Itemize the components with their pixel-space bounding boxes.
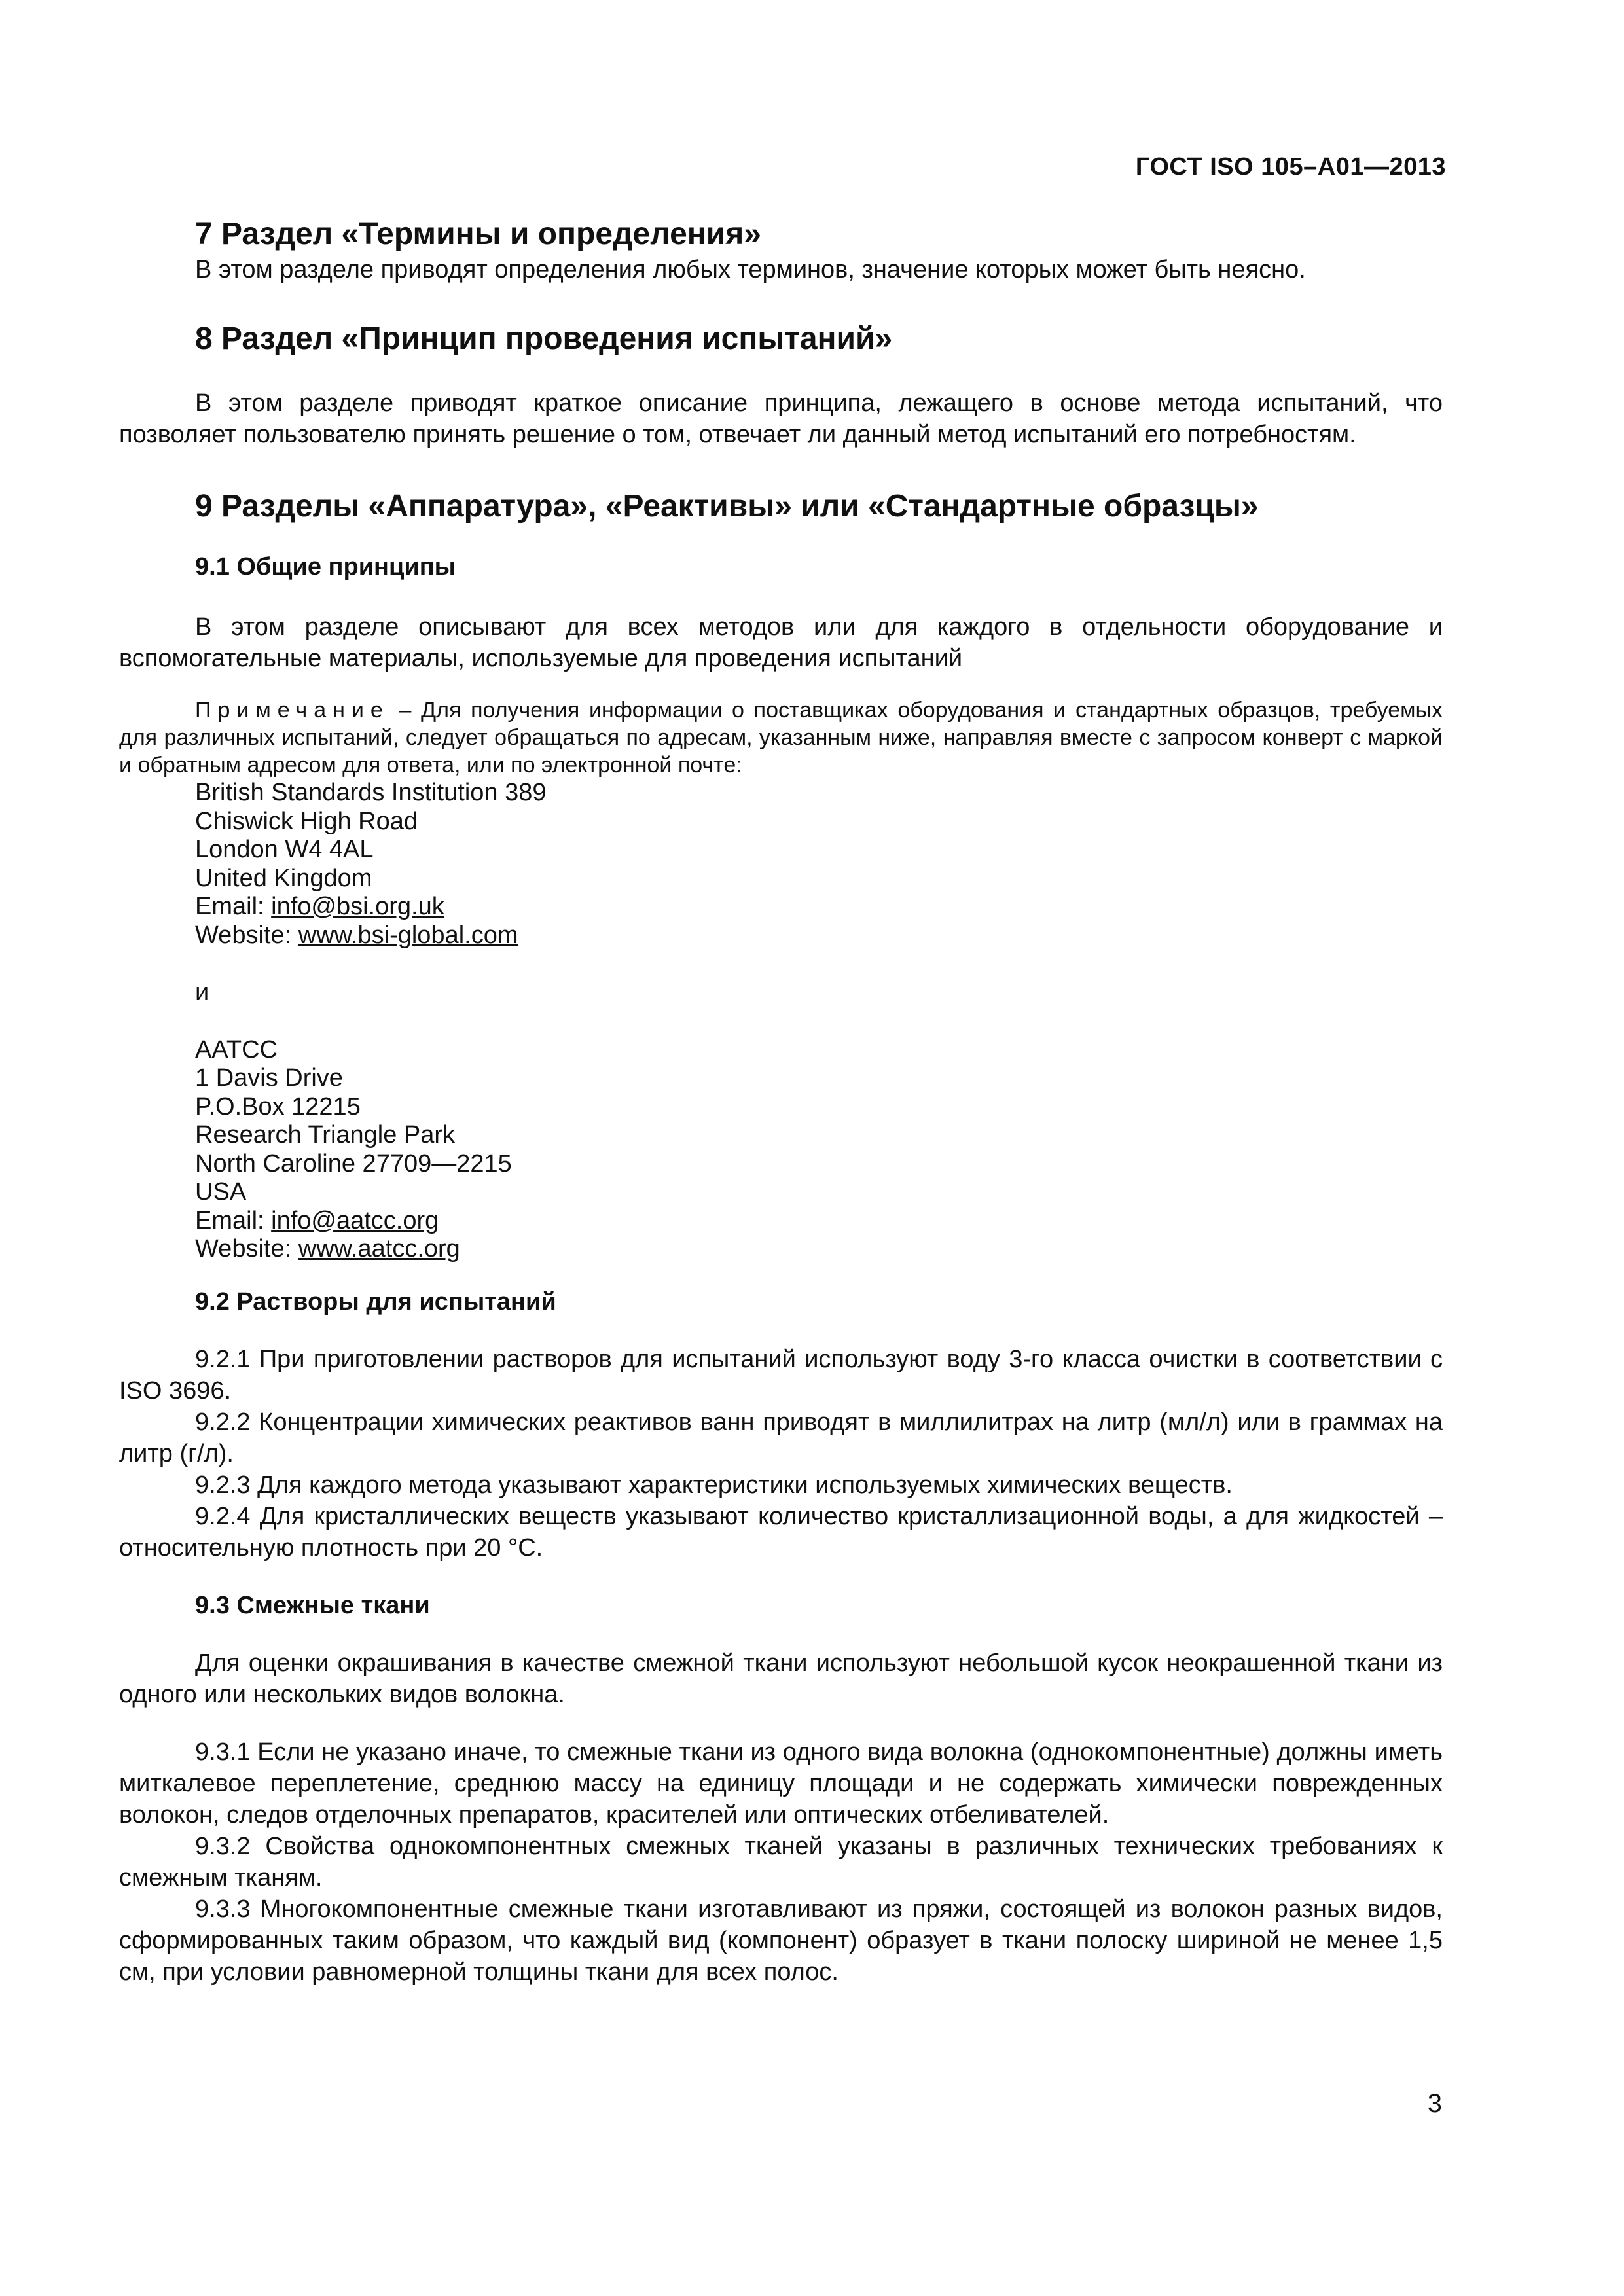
address-bsi: [119, 779, 1443, 1264]
section-9-2-2: 9.2.2 Концентрации химических реактивов ванн приводят в миллилитрах на литр (мл/л) или в граммах на литр (г/л).: [119, 1408, 1443, 1467]
aatcc-email-line: [195, 1207, 1443, 1236]
bsi-line-3: London W4 4AL: [195, 836, 374, 863]
section-9-2-1: 9.2.1 При приготовлении растворов для испытаний используют воду 3-го класса очистки в соответствии с ISO 3696.: [119, 1345, 1443, 1405]
section-9-1-text: В этом разделе описывают для всех методов или для каждого в отдельности оборудование и вспомогательные материалы, используемые для проведения испытаний: [119, 613, 1443, 672]
address-separator: и: [195, 978, 209, 1006]
aatcc-website-link[interactable]: www.aatcc.org: [298, 1235, 460, 1263]
bsi-email-line: [195, 893, 1443, 922]
note-text: – Для получения информации о поставщиках оборудования и стандартных образцов, требуемых для различных испытаний, следует обращаться по адресам, указанным ниже, направляя вместе с запросом конверт с маркой и обратным адресом для ответа, или по электронной почте:: [119, 698, 1443, 778]
section-9-3-title: 9.3 Смежные ткани: [195, 1591, 430, 1619]
aatcc-email-label: Email:: [195, 1206, 272, 1234]
aatcc-line-1: AATCC: [195, 1035, 278, 1064]
section-9-1-title: 9.1 Общие принципы: [195, 553, 456, 581]
standard-header: ГОСТ ISO 105–A01—2013: [1135, 153, 1446, 181]
aatcc-line-6: USA: [195, 1178, 247, 1206]
aatcc-website-label: Website:: [195, 1235, 298, 1263]
bsi-website-line: [195, 922, 1443, 950]
section-8-text: В этом разделе приводят краткое описание принципа, лежащего в основе метода испытаний, что позволяет пользователю принять решение о том, отвечает ли данный метод испытаний его потребностям.: [119, 389, 1443, 448]
section-9-2-4: 9.2.4 Для кристаллических веществ указывают количество кристаллизационной воды, а для жидкостей – относительную плотность при 20 °С.: [119, 1502, 1443, 1562]
bsi-website-label: Website:: [195, 921, 298, 949]
aatcc-line-2: 1 Davis Drive: [195, 1064, 343, 1092]
aatcc-line-4: Research Triangle Park: [195, 1121, 456, 1149]
section-9-title: 9 Разделы «Аппаратура», «Реактивы» или «Стандартные образцы»: [195, 489, 1259, 524]
aatcc-email-link[interactable]: info@aatcc.org: [271, 1206, 439, 1234]
bsi-line-2: Chiswick High Road: [195, 807, 418, 835]
section-9-3-3: 9.3.3 Многокомпонентные смежные ткани изготавливают из пряжи, состоящей из волокон разных видов, сформированных таким образом, что каждый вид (компонент) образует в ткани полоску шириной не менее 1,5 см, при условии равномерной толщины ткани для всех полос.: [119, 1895, 1443, 1986]
section-9-3-intro: Для оценки окрашивания в качестве смежной ткани используют небольшой кусок неокрашенной ткани из одного или нескольких видов волокна.: [119, 1649, 1443, 1708]
section-7-text: В этом разделе приводят определения любых терминов, значение которых может быть неясно.: [195, 256, 1306, 283]
section-9-3-2: 9.3.2 Свойства однокомпонентных смежных тканей указаны в различных технических требованиях к смежным тканям.: [119, 1832, 1443, 1892]
section-8-title: 8 Раздел «Принцип проведения испытаний»: [195, 321, 893, 356]
bsi-email-label: Email:: [195, 893, 272, 920]
page-content: [119, 215, 1443, 1988]
note-label: Примечание: [195, 698, 389, 723]
note: [119, 696, 1443, 779]
section-9-2-3: 9.2.3 Для каждого метода указывают характеристики используемых химических веществ.: [195, 1471, 1233, 1499]
bsi-line-1: British Standards Institution 389: [195, 779, 547, 806]
aatcc-line-3: P.O.Box 12215: [195, 1092, 361, 1121]
aatcc-line-5: North Caroline 27709—2215: [195, 1149, 512, 1177]
section-7-title: 7 Раздел «Термины и определения»: [195, 217, 761, 251]
section-9-2-title: 9.2 Растворы для испытаний: [195, 1287, 556, 1316]
bsi-line-4: United Kingdom: [195, 864, 372, 892]
bsi-email-link[interactable]: info@bsi.org.uk: [271, 893, 444, 920]
bsi-website-link[interactable]: www.bsi-global.com: [298, 921, 518, 949]
page-number: 3: [1427, 2089, 1442, 2118]
aatcc-website-line: [195, 1235, 1443, 1264]
section-9-3-1: 9.3.1 Если не указано иначе, то смежные ткани из одного вида волокна (однокомпонентные) должны иметь миткалевое переплетение, среднюю массу на единицу площади и не содержать химически поврежденных волокон, следов отделочных препаратов, красителей или оптических отбеливателей.: [119, 1738, 1443, 1829]
